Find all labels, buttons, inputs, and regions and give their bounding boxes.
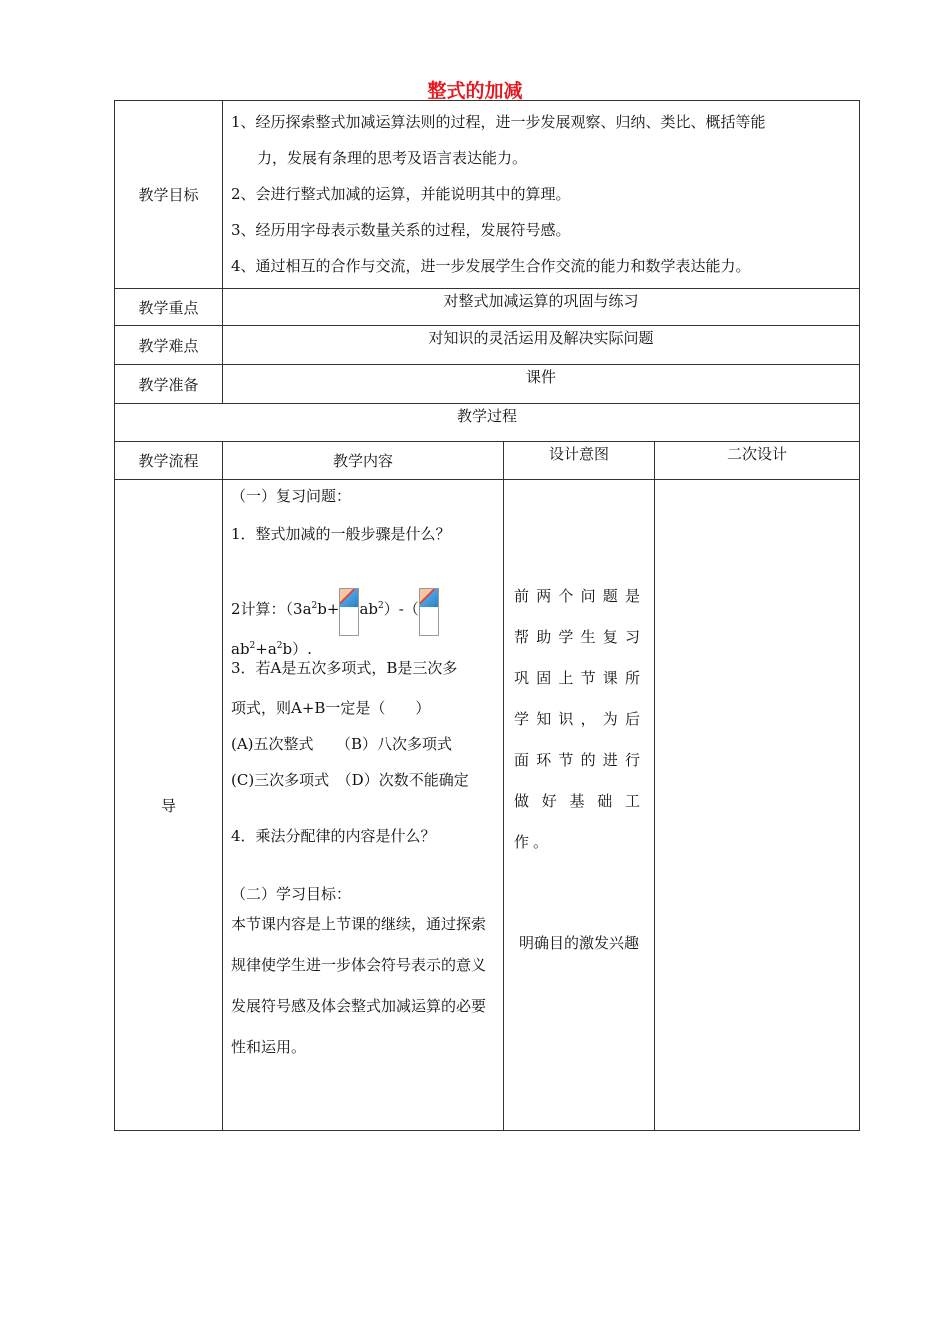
column-header-row	[115, 442, 860, 480]
goals-content	[223, 101, 860, 289]
prep-value: 课件	[223, 365, 860, 404]
difficulty-value: 对知识的灵活运用及解决实际问题	[223, 326, 860, 365]
lesson-plan-table	[114, 100, 860, 1131]
key-label: 教学重点	[115, 289, 223, 326]
fraction-image-icon	[419, 588, 439, 636]
question-4: 4．乘法分配律的内容是什么？	[231, 827, 436, 845]
stage-intent	[504, 480, 655, 1131]
intent-paragraph-1: 前两个问题是帮助学生复习巩固上节课所学知识，为后面环节的进行做好基础工作。	[514, 587, 644, 851]
question-3-line-1: 3．若A是五次多项式，B是三次多	[231, 659, 458, 677]
page-title: 整式的加减	[427, 80, 523, 102]
goal-item: 力，发展有条理的思考及语言表达能力。	[257, 149, 528, 167]
question-2: 2计算：$(3a^2b+ ab^2)-(ab^2+a^2b)$.	[231, 588, 495, 658]
goal-item: 4、通过相互的合作与交流，进一步发展学生合作交流的能力和数学表达能力。	[231, 257, 751, 275]
key-value: 对整式加减运算的巩固与练习	[223, 289, 860, 326]
question-3-line-2: 项式，则A+B一定是（ ）	[231, 699, 431, 717]
question-1: 1．整式加减的一般步骤是什么？	[231, 525, 451, 543]
question-3-options-1: (A)五次整式 （B）八次多项式	[231, 735, 453, 753]
stage-label: 导	[115, 480, 223, 1131]
stage-row	[115, 480, 860, 1131]
prep-row	[115, 365, 860, 404]
goal-paragraph: 本节课内容是上节课的继续，通过探索规律使学生进一步体会符号表示的意义发展符号感及体会整式加减运算的必要性和运用。	[231, 915, 487, 1056]
goals-row	[115, 101, 860, 289]
goal-item: 3、经历用字母表示数量关系的过程，发展符号感。	[231, 221, 571, 239]
goal-item: 2、会进行整式加减的运算，并能说明其中的算理。	[231, 185, 571, 203]
fraction-image-icon	[339, 588, 359, 636]
stage-redesign	[655, 480, 860, 1131]
section-review-heading: （一）复习问题：	[231, 487, 352, 505]
section-goal-heading: （二）学习目标：	[231, 885, 352, 903]
difficulty-row	[115, 326, 860, 365]
intent-paragraph-2: 明确目的激发兴趣	[518, 934, 639, 952]
header-flow: 教学流程	[115, 442, 223, 480]
question-3-options-2: (C)三次多项式 （D）次数不能确定	[231, 771, 469, 789]
prep-label: 教学准备	[115, 365, 223, 404]
process-row	[115, 404, 860, 442]
difficulty-label: 教学难点	[115, 326, 223, 365]
process-label: 教学过程	[115, 404, 860, 442]
goal-item: 1、经历探索整式加减运算法则的过程，进一步发展观察、归纳、类比、概括等能	[231, 113, 766, 131]
stage-content	[223, 480, 504, 1131]
header-content: 教学内容	[223, 442, 504, 480]
header-intent: 设计意图	[504, 442, 655, 480]
key-row	[115, 289, 860, 326]
header-redesign: 二次设计	[655, 442, 860, 480]
goals-label: 教学目标	[115, 101, 223, 289]
